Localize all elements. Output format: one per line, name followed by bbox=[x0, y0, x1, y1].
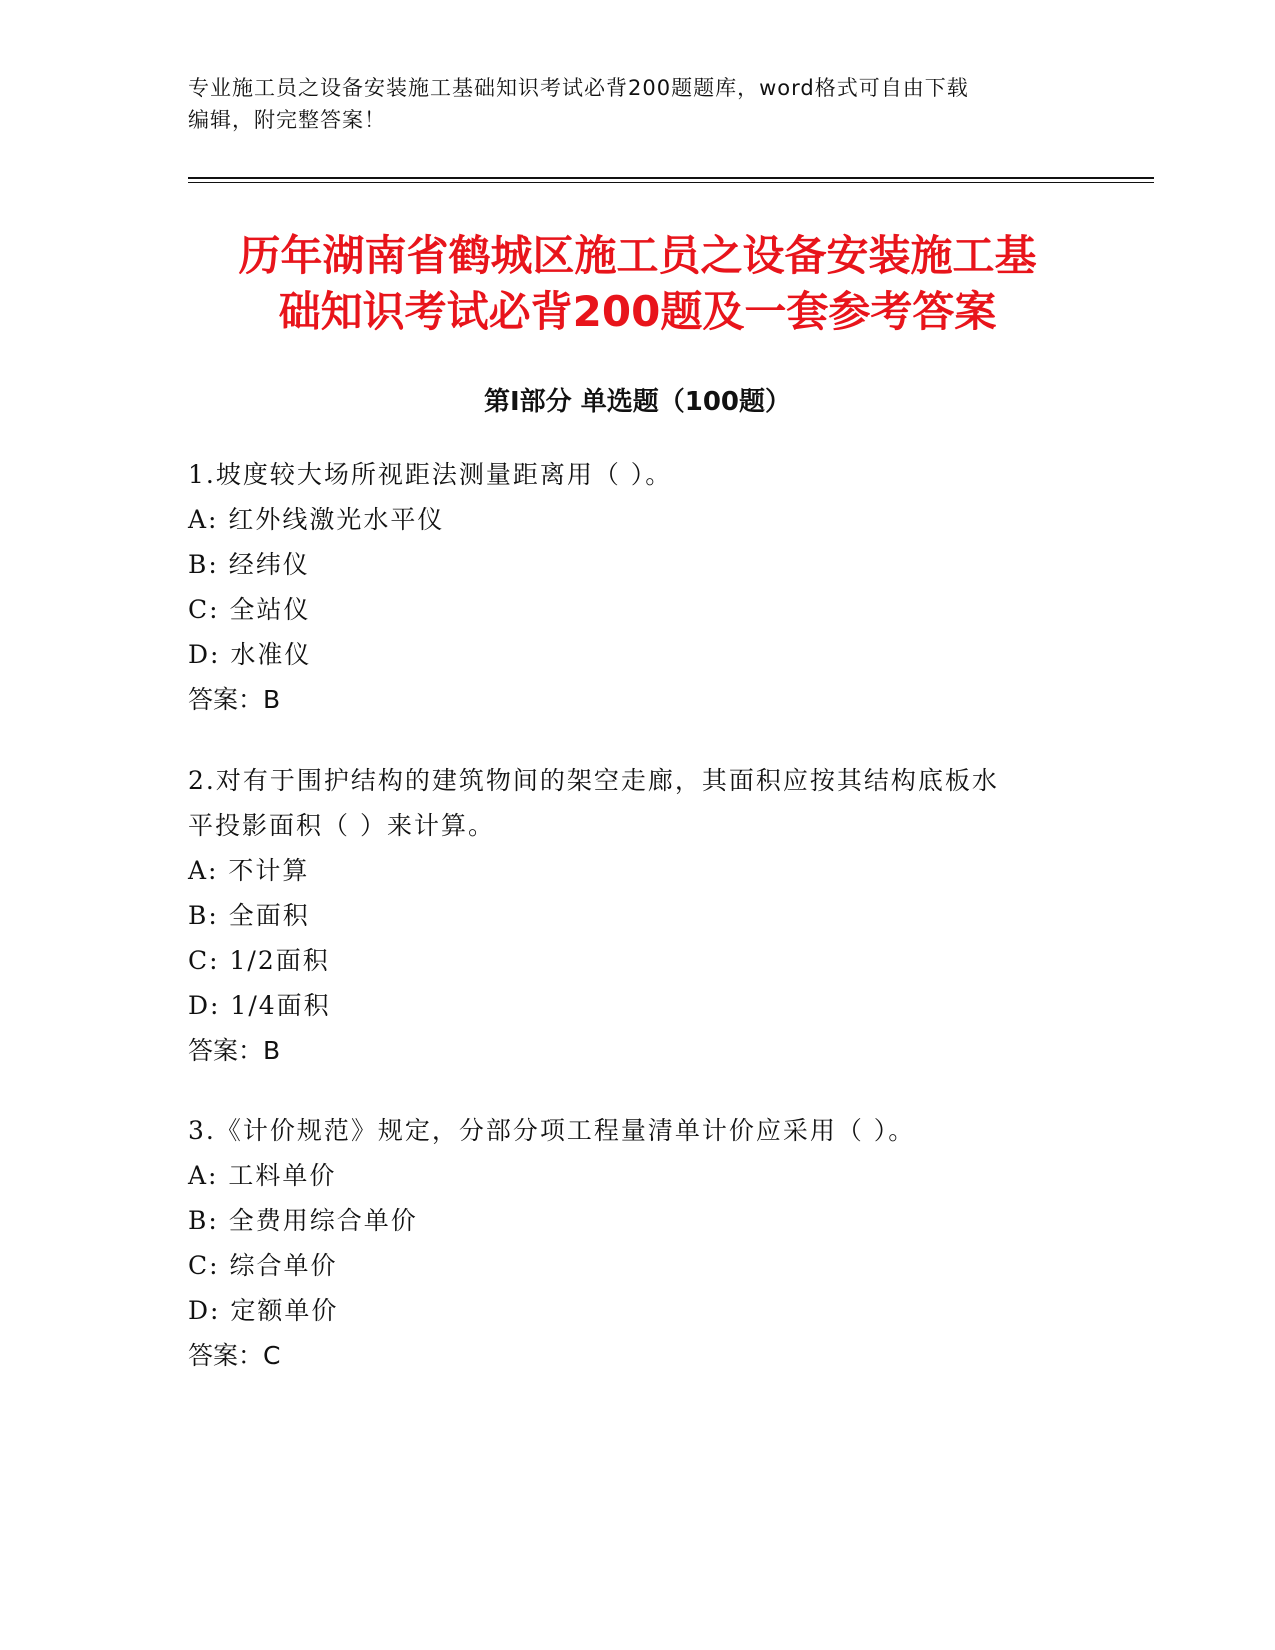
question-stem: 1.坡度较大场所视距法测量距离用（ ）。 bbox=[188, 460, 673, 489]
question-2 bbox=[188, 758, 1088, 1073]
option-d: D: 1/4面积 bbox=[188, 991, 331, 1020]
option-d: D: 定额单价 bbox=[188, 1296, 339, 1325]
answer: 答案：B bbox=[188, 1036, 281, 1065]
option-b: B: 经纬仪 bbox=[188, 550, 310, 579]
header-note bbox=[188, 72, 1068, 136]
option-c: C: 综合单价 bbox=[188, 1251, 338, 1280]
option-c: C: 全站仪 bbox=[188, 595, 311, 624]
header-note-line-1: 专业施工员之设备安装施工基础知识考试必背200题题库，word格式可自由下载 bbox=[188, 76, 969, 100]
header-divider-thick bbox=[188, 177, 1154, 179]
header-note-line-2: 编辑，附完整答案！ bbox=[188, 108, 386, 132]
option-b: B: 全费用综合单价 bbox=[188, 1206, 418, 1235]
section-title: 第Ⅰ部分 单选题（100题） bbox=[484, 387, 791, 417]
option-c: C: 1/2面积 bbox=[188, 946, 330, 975]
option-a: A: 工料单价 bbox=[188, 1161, 337, 1190]
answer: 答案：C bbox=[188, 1341, 281, 1370]
document-title-line-1: 历年湖南省鹤城区施工员之设备安装施工基 bbox=[238, 231, 1037, 280]
option-a: A: 不计算 bbox=[188, 856, 310, 885]
question-stem-line-2: 平投影面积（ ）来计算。 bbox=[188, 811, 495, 840]
answer: 答案：B bbox=[188, 685, 281, 714]
question-stem-line-1: 2.对有于围护结构的建筑物间的架空走廊，其面积应按其结构底板水 bbox=[188, 766, 999, 795]
option-b: B: 全面积 bbox=[188, 901, 310, 930]
document-title bbox=[0, 228, 1275, 340]
option-a: A: 红外线激光水平仪 bbox=[188, 505, 445, 534]
question-3 bbox=[188, 1108, 1088, 1378]
document-title-line-2: 础知识考试必背200题及一套参考答案 bbox=[278, 287, 997, 336]
question-1 bbox=[188, 452, 1088, 722]
option-d: D: 水准仪 bbox=[188, 640, 312, 669]
question-stem: 3.《计价规范》规定，分部分项工程量清单计价应采用（ ）。 bbox=[188, 1116, 916, 1145]
header-divider-thin bbox=[188, 182, 1154, 183]
